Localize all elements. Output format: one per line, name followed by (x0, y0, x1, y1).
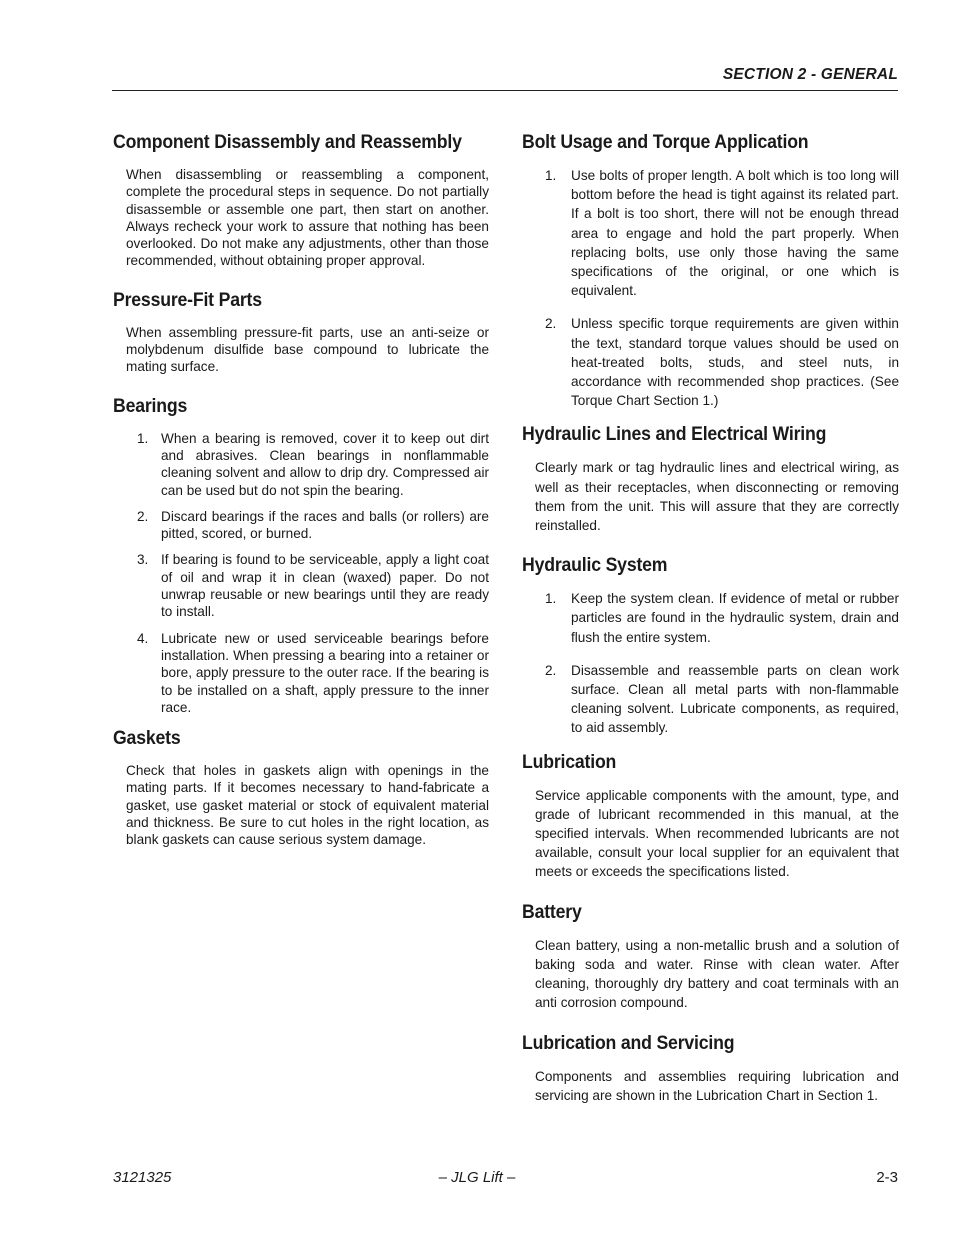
section-heading: Bearings (113, 395, 188, 417)
list-text: Keep the system clean. If evidence of metal or rubber particles are found in the hydraulic system, drain and flush the entire system. (571, 591, 899, 645)
section-text: Components and assemblies requiring lubrication and servicing are shown in the Lubrication Chart in Section 1. (535, 1068, 899, 1103)
section-bearings (113, 396, 489, 716)
list-number: 2. (545, 316, 557, 332)
list-item (113, 630, 489, 716)
section-heading: Battery (522, 901, 582, 923)
footer-brand: – JLG Lift – (438, 1169, 516, 1186)
section-gaskets (113, 728, 489, 848)
list-item (522, 166, 899, 300)
header-rule (112, 90, 898, 91)
section-text: Service applicable components with the amount, type, and grade of lubricant recommended in this manual, at the specified intervals. When recommended lubricants are not available, consult your local supplier for an equivalent that meets or exceeds the specifications listed. (535, 787, 899, 880)
section-heading: Gaskets (113, 728, 181, 750)
section-text: Clearly mark or tag hydraulic lines and electrical wiring, as well as their receptacles, when disconnecting or removing them from the unit. This will assure that they are correctly reinstalled. (535, 460, 899, 534)
list-number: 4. (137, 630, 149, 646)
section-heading: Hydraulic Lines and Electrical Wiring (522, 424, 827, 446)
section-lubrication-servicing (522, 1033, 899, 1105)
bearings-list (113, 430, 489, 716)
section-lubrication (522, 752, 899, 882)
list-item (522, 314, 899, 410)
list-item (522, 589, 899, 647)
section-hydraulic-lines (522, 424, 899, 535)
section-header: SECTION 2 - GENERAL (722, 66, 898, 83)
list-text: When a bearing is removed, cover it to keep out dirt and abrasives. Clean bearings in nonflammable cleaning solvent and allow to drip dry. Compressed air can be used but do not spin the bearing. (161, 430, 489, 498)
list-text: Use bolts of proper length. A bolt which is too long will bottom before the head is tight against its related part. If a bolt is too short, there will not be enough thread area to engage and hold the part properly. When replacing bolts, use only those having the same specifications of the original, or one which is equivalent. (571, 168, 899, 299)
section-heading: Pressure-Fit Parts (113, 289, 262, 311)
section-text: When assembling pressure-fit parts, use an anti-seize or molybdenum disulfide base compound to lubricate the mating surface. (126, 324, 489, 375)
left-column (113, 132, 489, 869)
list-text: If bearing is found to be serviceable, apply a light coat of oil and wrap it in clean (waxed) paper. Do not unwrap reusable or new bearings until they are ready to install. (161, 552, 489, 620)
section-heading: Lubrication and Servicing (522, 1032, 735, 1054)
list-number: 1. (137, 430, 149, 446)
section-component-disassembly (113, 132, 489, 270)
section-hydraulic-system (522, 555, 899, 737)
list-item (113, 508, 489, 543)
list-number: 2. (137, 508, 149, 524)
section-text: Clean battery, using a non-metallic brush and a solution of baking soda and water. Rinse with clean water. After cleaning, thoroughly dry battery and coat terminals with an anti corrosion compound. (535, 937, 899, 1011)
list-item (113, 551, 489, 620)
section-text: When disassembling or reassembling a component, complete the procedural steps in sequence. Do not partially disassemble or assemble one part, then start on another. Always recheck your work to assure that nothing has been overlooked. Do not make any adjustments, other than those recommended, without obtaining proper approval. (126, 167, 489, 269)
section-bolt-usage (522, 132, 899, 410)
list-number: 1. (545, 168, 557, 183)
right-column (522, 132, 899, 1125)
list-number: 2. (545, 662, 557, 678)
section-battery (522, 902, 899, 1013)
list-text: Unless specific torque requirements are given within the text, standard torque values should be used on heat-treated bolts, studs, and steel nuts, in accordance with recommended shop practices. (See Torque Chart Section 1.) (571, 316, 899, 409)
list-text: Disassemble and reassemble parts on clean work surface. Clean all metal parts with non-flammable cleaning solvent. Lubricate components, as required, to aid assembly. (571, 662, 899, 736)
bolt-list (522, 166, 899, 410)
page-number: 2-3 (876, 1169, 898, 1186)
list-text: Discard bearings if the races and balls (or rollers) are pitted, scored, or burned. (161, 508, 489, 542)
doc-number: 3121325 (113, 1169, 172, 1186)
section-heading: Bolt Usage and Torque Application (522, 132, 809, 153)
section-heading: Lubrication (522, 751, 617, 773)
list-item (113, 430, 489, 499)
section-text: Check that holes in gaskets align with openings in the mating parts. If it becomes necessary to hand-fabricate a gasket, use gasket material or stock of equivalent material and thickness. Be sure to cut holes in the right location, as blank gaskets can cause serious system damage. (126, 763, 489, 848)
list-number: 3. (137, 552, 149, 568)
section-heading: Hydraulic System (522, 555, 668, 577)
list-item (522, 661, 899, 738)
hydraulic-system-list (522, 589, 899, 737)
list-number: 1. (545, 591, 557, 607)
list-text: Lubricate new or used serviceable bearings before installation. When pressing a bearing into a retainer or bore, apply pressure to the outer race. If the bearing is to be installed on a shaft, apply pressure to the inner race. (161, 630, 489, 715)
section-pressure-fit (113, 290, 489, 376)
section-heading: Component Disassembly and Reassembly (113, 132, 462, 153)
